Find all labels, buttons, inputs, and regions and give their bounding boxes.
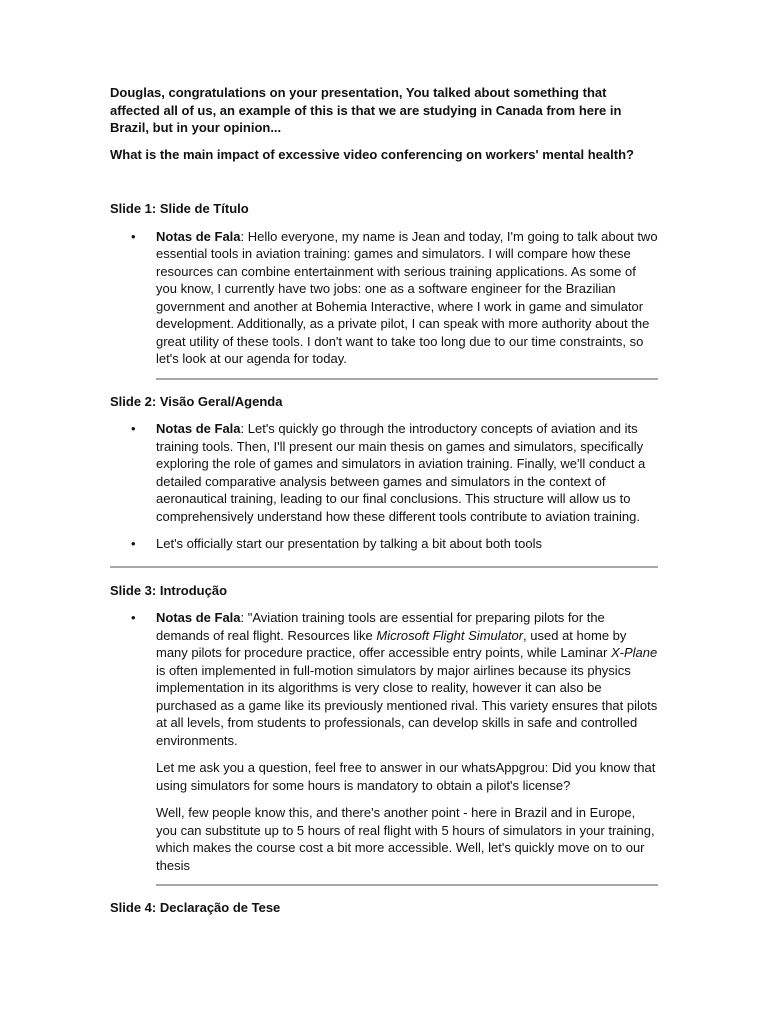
divider [156,378,658,380]
slide-3-closing-paragraph: Well, few people know this, and there's another point - here in Brazil and in Europe, you can substitute up to 5 hours of real flight with 5 hours of simulators in your training, which makes the course cost a bit more accessible. Well, let's quickly move on to our thesis [156,805,655,873]
bullet-icon: • [131,228,136,244]
notes-text: : Let's quickly go through the introductory concepts of aviation and its training tools. Then, I'll present our main thesis on games and simulators, specifically exploring the role of games and simulators in aviation training. Finally, we'll conduct a detailed comparative analysis between games and simulators in the context of aeronautical training, leading to our final conclusions. This structure will allow us to comprehensively understand how these different tools contribute to aviation training. [156,421,646,524]
intro-question: Douglas, congratulations on your presentation, You talked about something that affected all of us, an example of this is that we are studying in Canada from here in Brazil, but in your opinion... [110,85,622,135]
list-item [110,609,658,749]
slide-3-notes-list [110,609,658,749]
list-item [110,420,658,525]
list-item [110,228,658,368]
bullet-icon: • [131,421,136,436]
notes-italic-title-2: X-Plane [610,645,658,660]
notes-text-part-2: , used at home by many pilots for procedure practice, offer accessible entry points, while Laminar [156,627,627,660]
slide-1-heading: Slide 1: Slide de Título [110,201,249,216]
slide-1-notes-list [110,228,658,368]
bullet-icon: • [131,536,136,551]
notes-italic-title-1: Microsoft Flight Simulator [376,627,524,643]
divider [156,884,658,886]
slide-2-heading: Slide 2: Visão Geral/Agenda [110,393,283,409]
notes-text-part-1: : "Aviation training tools are essential for preparing pilots for the demands of real flight. Resources like [156,610,605,643]
bullet-icon: • [131,610,136,625]
document-page [110,84,658,917]
notes-label: Notas de Fala [156,421,241,436]
notes-label: Notas de Fala [156,228,241,244]
divider [110,566,658,568]
slide-4-heading: Slide 4: Declaração de Tese [110,900,281,915]
extra-note-text: Let's officially start our presentation by talking a bit about both tools [156,536,542,551]
slide-3-heading: Slide 3: Introdução [110,582,228,598]
main-question: What is the main impact of excessive video conferencing on workers' mental health? [110,146,634,162]
notes-text-part-3: is often implemented in full-motion simulators by major airlines because its physics implementation in its algorithms is very close to reality, however it can also be purchased as a game like its previously mentioned rival. This variety ensures that pilots at all levels, from students to professionals, can develop skills in safe and controlled environments. [156,662,658,748]
list-item [110,535,658,553]
slide-2-notes-list [110,420,658,553]
slide-3-question-paragraph: Let me ask you a question, feel free to answer in our whatsAppgrou: Did you know that using simulators for some hours is mandatory to obtain a pilot's license? [156,760,656,793]
notes-text: : Hello everyone, my name is Jean and today, I'm going to talk about two essential tools in aviation training: games and simulators. I will compare how these resources can combine entertainment with serious training applications. As some of you know, I currently have two jobs: one as a software engineer for the Brazilian government and another at Bohemia Interactive, where I work in game and simulator development. Additionally, as a private pilot, I can speak with more authority about the great utility of these tools. I don't want to take too long due to our time constraints, so let's look at our agenda for today. [156,228,658,366]
notes-label: Notas de Fala [156,610,241,625]
